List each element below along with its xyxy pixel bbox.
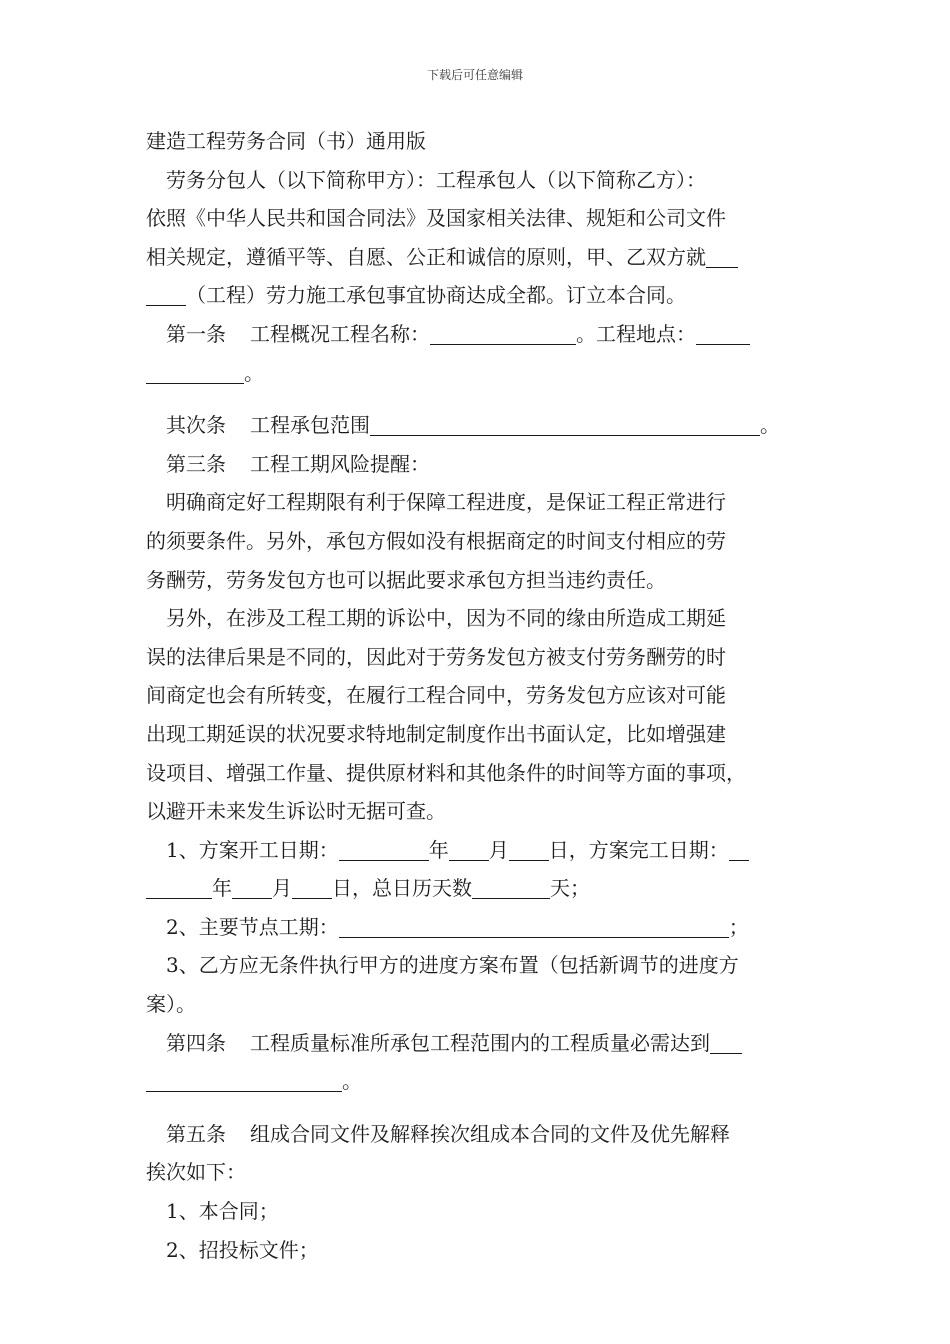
risk-paragraph-1-line-3: 务酬劳，劳务发包方也可以据此要求承包方担当违约责任。 [146,567,666,592]
article-2-text: 工程承包范围 [250,413,370,438]
article-5-line [146,1115,810,1154]
blank-start-month [449,836,489,861]
blank-total-days [472,874,550,899]
article-1-mid: 。工程地点： [576,321,696,346]
blank-end-day [292,874,332,899]
blank-milestones [339,913,729,938]
blank-start-day [509,836,549,861]
article-1-line [146,315,810,354]
preamble-line-3 [146,238,810,277]
blank-end-year-cont [146,874,212,899]
risk-paragraph-2-line-2: 误的法律后果是不同的，因此对于劳务发包方被支付劳务酬劳的时 [146,644,726,669]
preamble-text: （工程）劳力施工承包事宜协商达成全都。订立本合同。 [186,283,686,308]
item-1-line [146,831,810,870]
month-label: 月 [488,837,509,862]
blank-project-name-cont [146,281,186,306]
total-days-label: 日，总日历天数 [332,876,472,901]
day-label: 日，方案完工日期： [548,837,729,862]
period: 。 [244,360,264,385]
contract-body [146,122,810,1269]
blank-quality-standard-cont [146,1067,342,1092]
year-label: 年 [212,876,232,901]
risk-paragraph-2-line-6: 以避开未来发生诉讼时无据可查。 [146,799,446,824]
blank-end-year [729,836,749,861]
risk-paragraph-2-line-4: 出现工期延误的状况要求特地制定制度作出书面认定，比如增强建 [146,721,726,746]
item-3-line-1: 3、乙方应无条件执行甲方的进度方案布置（包括新调节的进度方 [166,953,739,978]
semicolon: ； [728,914,749,939]
article-2-line [146,406,810,445]
risk-paragraph-1-line-2: 的须要条件。另外，承包方假如没有根据商定的时间支付相应的劳 [146,528,726,553]
preamble-line-4 [146,276,810,315]
blank-project-name [706,243,738,268]
blank-project-location [696,320,750,345]
page-header-note: 下载后可任意编辑 [426,68,523,82]
blank-end-month [232,874,272,899]
article-1-label: 第一条 [166,321,226,346]
article-4-line [146,1024,810,1063]
document-title: 建造工程劳务合同（书）通用版 [146,129,426,153]
article-3-line [146,445,810,484]
item-3-line-2: 案）。 [146,992,196,1017]
list-item: 1、本合同； [166,1199,279,1224]
article-3-text: 工程工期风险提醒： [250,451,430,476]
article-5-text: 组成合同文件及解释挨次组成本合同的文件及优先解释 [250,1121,730,1146]
article-4-line-2 [146,1062,810,1101]
list-item: 2、招投标文件； [166,1237,319,1262]
risk-paragraph-2-line-1: 另外，在涉及工程工期的诉讼中，因为不同的缘由所造成工期延 [166,606,726,631]
item-1-line-2 [146,869,810,908]
preamble-text: 相关规定，遵循平等、自愿、公正和诚信的原则，甲、乙双方就 [146,244,706,269]
article-5-label: 第五条 [166,1121,226,1146]
article-3-label: 第三条 [166,451,226,476]
article-5-line-2: 挨次如下： [146,1160,246,1185]
preamble-line-2: 依照《中华人民共和国合同法》及国家相关法律、规矩和公司文件 [146,206,726,231]
risk-paragraph-2-line-5: 设项目、增强工作量、提供原材料和其他条件的时间等方面的事项， [146,760,746,785]
article-4-text: 工程质量标准所承包工程范围内的工程质量必需达到 [250,1030,710,1055]
month-label: 月 [272,876,292,901]
blank-scope [370,411,760,436]
period: 。 [342,1069,362,1094]
article-4-label: 第四条 [166,1030,226,1055]
parties-line: 劳务分包人（以下简称甲方）：工程承包人（以下简称乙方）： [166,167,706,192]
blank-quality-standard [710,1029,742,1054]
risk-paragraph-2-line-3: 间商定也会有所转变，在履行工程合同中，劳务发包方应该对可能 [146,683,726,708]
days-label: 天； [550,876,590,901]
item-2-text: 2、主要节点工期： [166,914,339,939]
blank-project-location-cont [146,359,244,384]
article-1-line-2 [146,354,810,393]
item-2-line [146,908,810,947]
blank-project-title [430,320,576,345]
risk-paragraph-1-line-1: 明确商定好工程期限有利于保障工程进度，是保证工程正常进行 [166,490,726,515]
year-label: 年 [428,837,449,862]
period: 。 [760,413,780,438]
blank-start-year [339,836,429,861]
item-1-text: 1、方案开工日期： [166,837,339,862]
article-2-label: 其次条 [166,413,226,438]
article-1-text: 工程概况工程名称： [250,321,430,346]
